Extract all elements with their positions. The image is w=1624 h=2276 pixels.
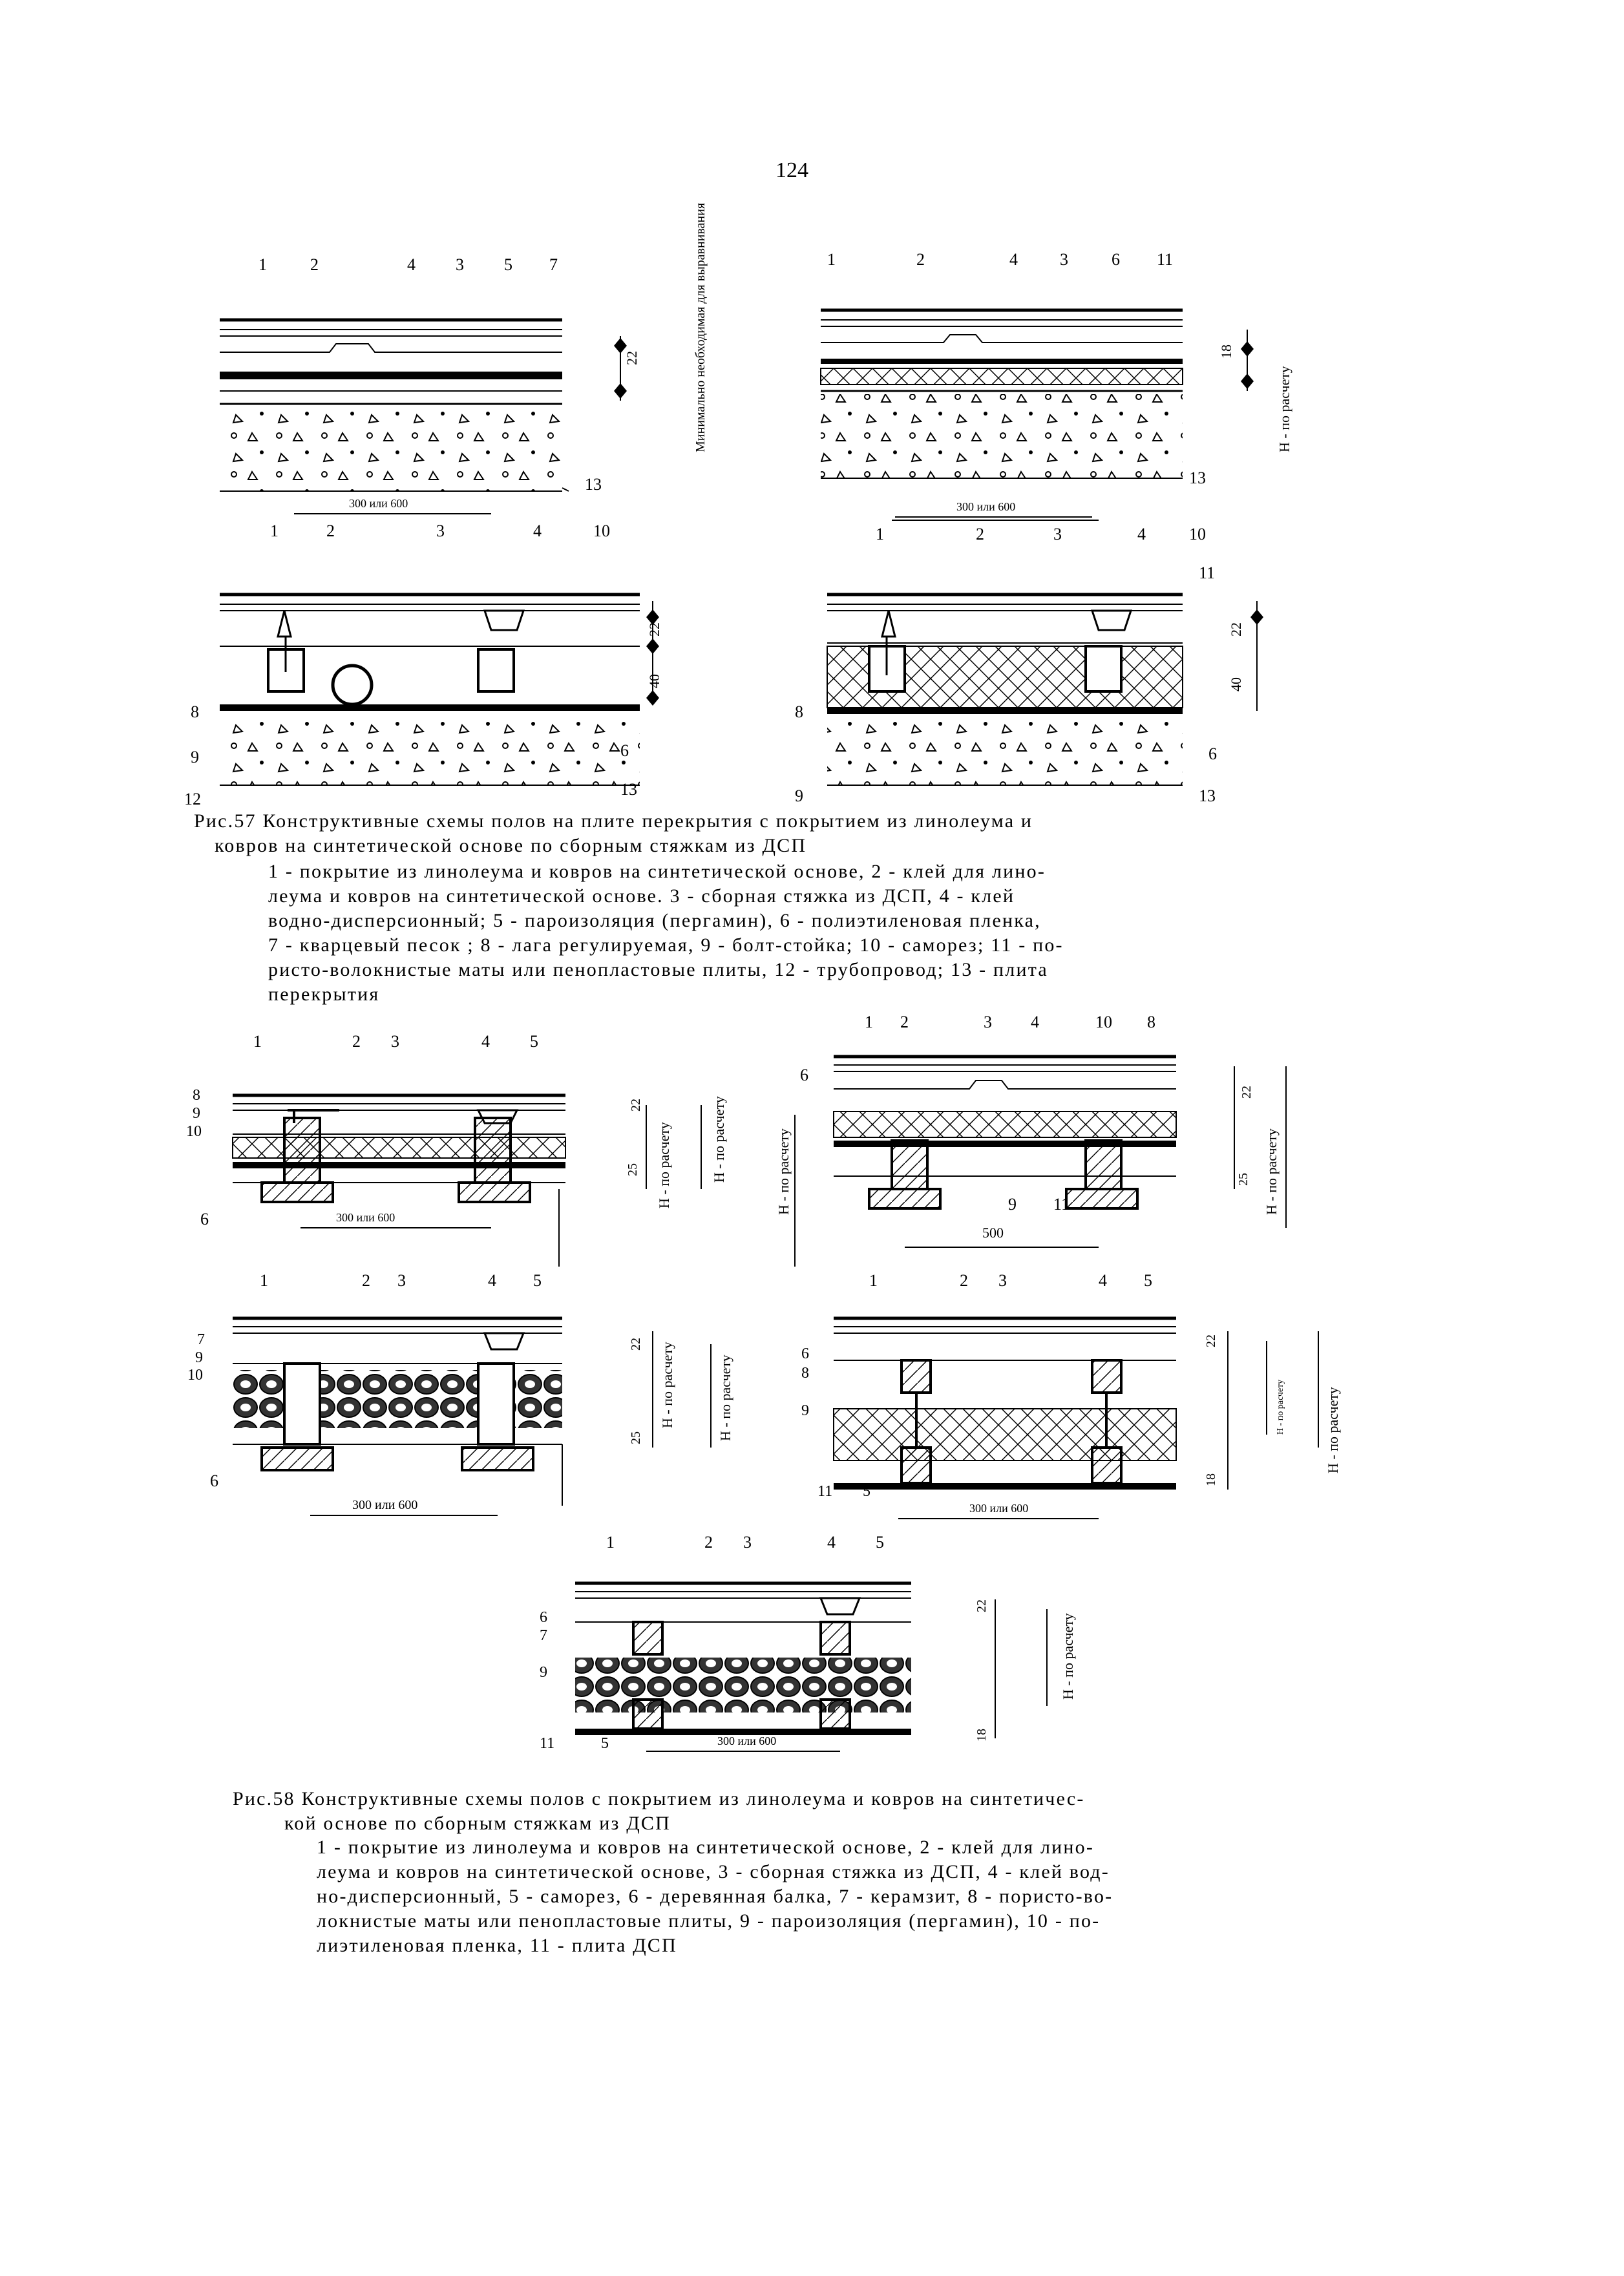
fig57-mr-callout-10: 10	[1189, 525, 1206, 543]
fig57-tl-span: 300 или 600	[349, 497, 408, 510]
fig58d-callout-3: 3	[998, 1271, 1007, 1290]
fig58b-callout-10: 10	[1095, 1013, 1112, 1031]
fig58a-h1: Н - по расчету	[656, 1122, 672, 1208]
fig58c-callout-1: 1	[260, 1271, 268, 1290]
fig58d-label-5: 5	[863, 1483, 870, 1500]
fig58d-span: 300 или 600	[969, 1502, 1029, 1515]
fig57-tr-callout-11: 11	[1157, 250, 1174, 269]
fig57-top-left	[220, 320, 627, 514]
fig58e-label-11: 11	[540, 1735, 555, 1752]
fig58e-label-9: 9	[540, 1664, 547, 1681]
fig58e-label-5: 5	[601, 1735, 609, 1752]
fig58c-h1: Н - по расчету	[659, 1342, 675, 1428]
fig58a-callout-1: 1	[253, 1032, 262, 1051]
fig58e-callout-1: 1	[606, 1533, 615, 1552]
fig57-mr-callout-3: 3	[1053, 525, 1062, 543]
fig58-a	[233, 1095, 701, 1267]
fig57-tl-callout-4: 4	[407, 255, 416, 274]
fig58c-callout-3: 3	[397, 1271, 406, 1290]
fig57-tl-callout-2: 2	[310, 255, 319, 274]
fig57-ml-dim-22: 22	[646, 622, 662, 637]
fig58b-label-9: 9	[1008, 1195, 1017, 1214]
fig57-tl-dim-22: 22	[624, 351, 640, 365]
fig58a-label-6: 6	[200, 1210, 209, 1228]
fig57-mid-left	[220, 595, 659, 785]
fig58b-dim-25: 25	[1236, 1173, 1250, 1186]
fig58d-callout-4: 4	[1099, 1271, 1107, 1290]
fig57-tl-callout-7: 7	[549, 255, 558, 274]
fig58e-dim-22: 22	[975, 1599, 989, 1612]
fig58a-dim-22: 22	[629, 1099, 643, 1112]
fig58a-callout-3: 3	[391, 1032, 399, 1051]
fig58b-label-11: 11	[1053, 1195, 1070, 1214]
fig58c-label-7: 7	[197, 1331, 205, 1348]
fig57-mr-callout-4: 4	[1137, 525, 1146, 543]
fig57-mr-dim-22: 22	[1228, 622, 1244, 637]
fig58d-h2: Н - по расчету	[1325, 1387, 1341, 1473]
fig57-tr-callout-2: 2	[916, 250, 925, 269]
fig58c-label-6: 6	[210, 1471, 218, 1490]
fig57-ml-callout-10: 10	[593, 522, 610, 540]
fig57-mr-callout-2: 2	[976, 525, 984, 543]
fig57-ml-callout-2: 2	[326, 522, 335, 540]
fig57-tl-callout-1: 1	[258, 255, 267, 274]
fig57-mr-label-6: 6	[1208, 744, 1217, 763]
page-number: 124	[775, 158, 808, 182]
fig58b-callout-4: 4	[1031, 1013, 1039, 1031]
fig58b-callout-3: 3	[984, 1013, 992, 1031]
fig57-tl-vertical-note: Минимальнo необходимая для выравнивания	[693, 202, 708, 452]
fig58c-dim-22: 22	[629, 1338, 643, 1351]
fig58a-label-10: 10	[186, 1123, 202, 1140]
fig57-ml-callout-4: 4	[533, 522, 542, 540]
fig57-mr-label-8: 8	[795, 702, 803, 721]
fig57-caption-title: Рис.57 Конструктивные схемы полов на плите перекрытия с покрытием из линолеума и ковров на синтетической основе по сборным стяжкам из ДСП	[194, 810, 1033, 856]
fig58-b	[795, 1057, 1286, 1267]
fig57-mr-callout-11: 11	[1199, 564, 1216, 582]
fig58a-label-9: 9	[193, 1105, 200, 1122]
fig57-ml-label-6: 6	[620, 741, 629, 760]
fig58-caption-title: Рис.58 Конструктивные схемы полов с покрытием из линолеума и ковров на синтетичес- кой основе по сборным стяжкам из ДСП	[233, 1788, 1085, 1834]
fig58e-span: 300 или 600	[717, 1734, 777, 1747]
fig58d-label-9: 9	[801, 1402, 809, 1419]
fig58-caption-legend: 1 - покрытие из линолеума и ковров на синтетической основе, 2 - клей для лино- леума и ковров на синтетической основе, 3 - сборная стяжка из ДСП, 4 - клей вод- но-дисперсионный, 5 - саморез, 6 - деревянная балка, 7 - керамзит, 8 - пористо-во- локнистые маты или пенопластовые плиты, 9 - пароизоляция (пергамин), 10 - по- лиэтиленовая пленка, 11 - плита ДСП	[317, 1837, 1113, 1956]
fig58c-callout-2: 2	[362, 1271, 370, 1290]
fig58e-h1: Н - по расчету	[1060, 1613, 1076, 1700]
fig58d-dim-18: 18	[1204, 1473, 1218, 1486]
fig57-mid-right	[827, 520, 1263, 785]
fig58d-callout-2: 2	[960, 1271, 968, 1290]
fig58a-callout-4: 4	[481, 1032, 490, 1051]
fig58e-callout-5: 5	[876, 1533, 884, 1552]
fig57-ml-callout-3: 3	[436, 522, 445, 540]
fig57-ml-callout-1: 1	[270, 522, 279, 540]
fig57-mr-dim-40: 40	[1228, 677, 1244, 691]
fig57-tr-vertical-note: Н - по расчету	[1276, 366, 1292, 452]
fig58e-callout-2: 2	[704, 1533, 713, 1552]
fig57-ml-label-13: 13	[620, 780, 637, 799]
fig57-tr-callout-6: 6	[1112, 250, 1120, 269]
fig57-ml-label-9: 9	[191, 748, 199, 766]
fig58a-h2: Н - по расчету	[711, 1096, 727, 1183]
fig58a-callout-5: 5	[530, 1032, 538, 1051]
fig57-ml-label-12: 12	[184, 790, 201, 808]
fig57-tr-callout-4: 4	[1009, 250, 1018, 269]
fig57-tr-callout-1: 1	[827, 250, 836, 269]
fig57-tl-slab: 13	[585, 475, 602, 494]
fig58c-label-10: 10	[187, 1367, 203, 1384]
fig58c-span: 300 или 600	[352, 1498, 418, 1512]
fig58e-callout-4: 4	[827, 1533, 836, 1552]
fig57-tr-slab: 13	[1189, 469, 1206, 487]
fig58b-callout-2: 2	[900, 1013, 909, 1031]
fig58b-callout-8: 8	[1147, 1013, 1155, 1031]
fig58e-label-6: 6	[540, 1609, 547, 1626]
fig58c-callout-4: 4	[488, 1271, 496, 1290]
fig58d-label-11: 11	[817, 1483, 833, 1500]
fig58b-h1: Н - по расчету	[775, 1128, 792, 1215]
fig57-tr-span: 300 или 600	[956, 500, 1016, 513]
fig57-tl-callout-3: 3	[456, 255, 464, 274]
fig58b-label-6: 6	[800, 1066, 808, 1084]
fig57-tr-dim-18: 18	[1218, 344, 1234, 359]
fig57-caption-legend: 1 - покрытие из линолеума и ковров на синтетической основе, 2 - клей для лино- леума и ковров на синтетической основе. 3 - сборная стяжка из ДСП, 4 - клей водно-дисперсионный; 5 - пароизоляция (пергамин), 6 - полиэтиленовая пленка, 7 - кварцевый песок ; 8 - лага регулируемая, 9 - болт-стойка; 10 - саморез; 11 - по- ристо-волокнистые маты или пенопластовые плиты, 12 - трубопровод; 13 - плита перекрытия	[268, 861, 1064, 1005]
fig58b-h2: Н - по расчету	[1263, 1128, 1280, 1215]
fig58a-span: 300 или 600	[336, 1211, 395, 1224]
fig57-ml-label-8: 8	[191, 702, 199, 721]
fig57-ml-dim-40: 40	[646, 674, 662, 688]
fig58c-label-9: 9	[195, 1349, 203, 1366]
fig58b-dim-22: 22	[1239, 1086, 1254, 1099]
fig57-mr-label-9: 9	[795, 786, 803, 805]
fig57-tr-callout-3: 3	[1060, 250, 1068, 269]
fig58a-label-8: 8	[193, 1087, 200, 1104]
fig58a-callout-2: 2	[352, 1032, 361, 1051]
fig57-tl-callout-5: 5	[504, 255, 512, 274]
fig58a-dim-25: 25	[626, 1163, 640, 1176]
fig58d-dim-22: 22	[1204, 1334, 1218, 1347]
fig58b-span: 500	[982, 1225, 1004, 1241]
fig58d-callout-5: 5	[1144, 1271, 1152, 1290]
fig58e-dim-18: 18	[975, 1729, 989, 1742]
fig58e-label-7: 7	[540, 1627, 547, 1644]
fig58-d	[834, 1318, 1318, 1519]
fig58c-h2: Н - по расчету	[717, 1354, 733, 1441]
fig57-mr-callout-1: 1	[876, 525, 884, 543]
fig58d-label-6: 6	[801, 1345, 809, 1362]
fig57-mr-label-13: 13	[1199, 786, 1216, 805]
fig58b-callout-1: 1	[865, 1013, 873, 1031]
fig58d-callout-1: 1	[869, 1271, 878, 1290]
fig58c-dim-25: 25	[629, 1431, 643, 1444]
fig58d-label-8: 8	[801, 1365, 809, 1382]
fig58c-callout-5: 5	[533, 1271, 542, 1290]
fig58e-callout-3: 3	[743, 1533, 752, 1552]
fig58d-h1: Н - по расчету	[1276, 1379, 1285, 1435]
